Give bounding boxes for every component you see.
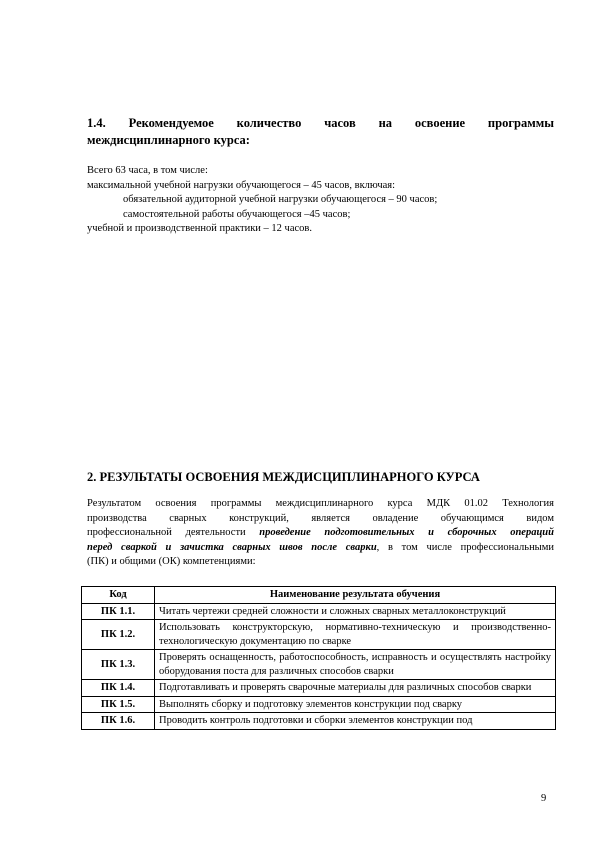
row-code: ПК 1.4. [82, 680, 155, 697]
row-desc: Читать чертежи средней сложности и сложных сварных металлоконструкций [155, 603, 556, 620]
row-desc: Использовать конструкторскую, нормативно-техническую и производственно-технологическую документацию по сварке [155, 620, 556, 650]
hours-independent: самостоятельной работы обучающегося –45 часов; [123, 209, 351, 220]
table-row [82, 650, 556, 680]
row-desc: Выполнять сборку и подготовку элементов конструкции под сварку [155, 696, 556, 713]
table-row [82, 620, 556, 650]
hours-max-load: максимальной учебной нагрузки обучающегося – 45 часов, включая: [87, 180, 396, 191]
hours-classroom: обязательной аудиторной учебной нагрузки обучающегося – 90 часов; [123, 194, 438, 205]
paragraph-line: производства сварных конструкций, является овладение обучающимся видом [87, 512, 554, 524]
table-row [82, 680, 556, 697]
competency-table [81, 586, 556, 730]
table-row [82, 696, 556, 713]
paragraph-line [87, 541, 554, 556]
row-code: ПК 1.1. [82, 603, 155, 620]
paragraph-line [87, 526, 554, 541]
section-2-heading: 2. РЕЗУЛЬТАТЫ ОСВОЕНИЯ МЕЖДИСЦИПЛИНАРНОГО КУРСА [87, 470, 480, 484]
row-code: ПК 1.5. [82, 696, 155, 713]
table-row [82, 713, 556, 730]
hours-total: Всего 63 часа, в том числе: [87, 165, 208, 176]
activity-emphasis: перед сваркой и зачистка сварных швов после сварки [87, 541, 377, 553]
paragraph-text: профессиональной деятельности [87, 527, 260, 538]
paragraph-text: , в том числе профессиональными [376, 541, 555, 553]
section-2-paragraph [87, 497, 554, 570]
row-desc: Проверять оснащенность, работоспособность, исправность и осуществлять настройку оборудования поста для различных способов сварки [155, 650, 556, 680]
paragraph-line: (ПК) и общими (ОК) компетенциями: [87, 556, 256, 567]
section-1-4-heading [87, 115, 554, 149]
header-name: Наименование результата обучения [155, 587, 556, 604]
hours-practice: учебной и производственной практики – 12 часов. [87, 223, 312, 234]
row-desc: Проводить контроль подготовки и сборки элементов конструкции под [155, 713, 556, 730]
heading-line-2: междисциплинарного курса: [87, 133, 250, 147]
table-row [82, 603, 556, 620]
page-number: 9 [541, 793, 547, 804]
header-code: Код [82, 587, 155, 604]
row-code: ПК 1.3. [82, 650, 155, 680]
table-header-row [82, 587, 556, 604]
row-code: ПК 1.6. [82, 713, 155, 730]
row-desc: Подготавливать и проверять сварочные материалы для различных способов сварки [155, 680, 556, 697]
paragraph-line: Результатом освоения программы междисциплинарного курса МДК 01.02 Технология [87, 498, 554, 509]
row-code: ПК 1.2. [82, 620, 155, 650]
activity-emphasis: проведение подготовительных и сборочных операций [259, 527, 554, 538]
heading-line-1: 1.4. Рекомендуемое количество часов на освоение программы [87, 116, 554, 130]
